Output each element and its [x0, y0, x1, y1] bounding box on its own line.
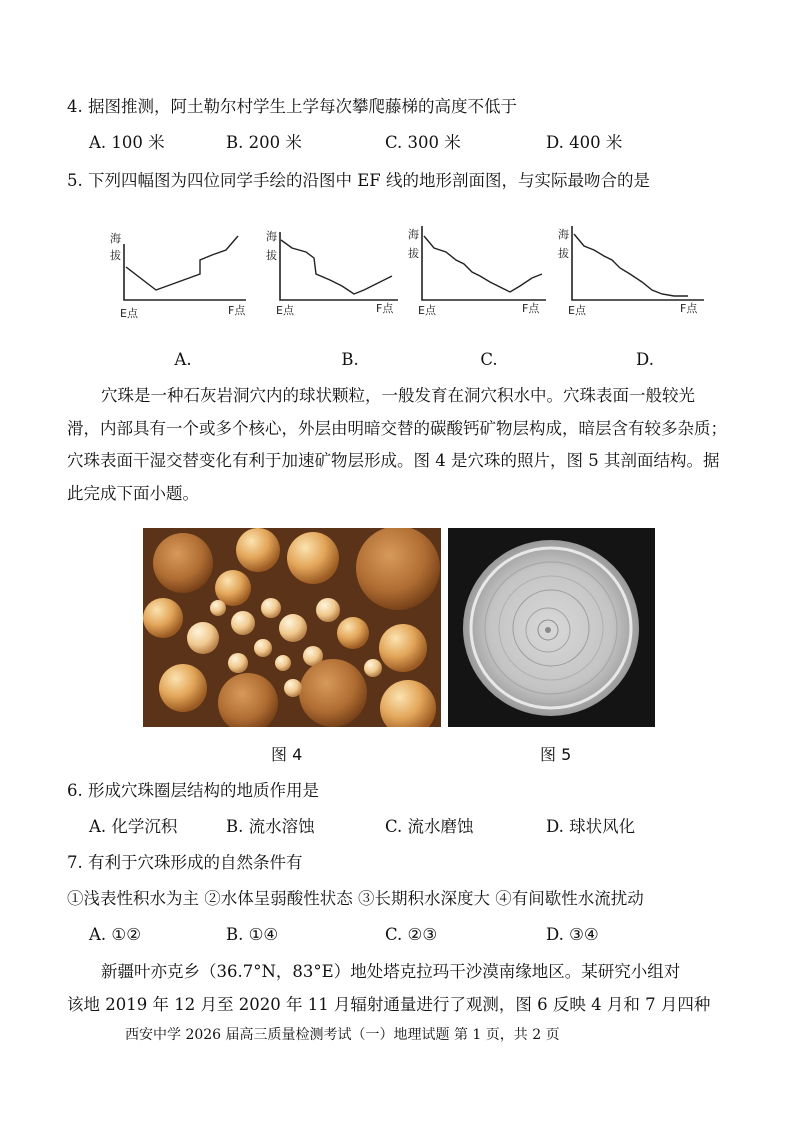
- figure-5-caption: 图 5: [540, 745, 572, 764]
- q7-conditions: ①浅表性积水为主 ②水体呈弱酸性状态 ③长期积水深度大 ④有间歇性水流扰动: [67, 889, 644, 908]
- passage2-line2: 该地 2019 年 12 月至 2020 年 11 月辐射通量进行了观测，图 6 反映 4 月和 7 月四种: [67, 995, 711, 1014]
- q7-option-a: A. ①②: [89, 925, 141, 944]
- chart-b-ylabel-top: 海: [266, 230, 277, 243]
- chart-b-axes: [280, 232, 398, 300]
- q4-stem: 4. 据图推测，阿土勒尔村学生上学每次攀爬藤梯的高度不低于: [67, 97, 517, 116]
- chart-b-x-start: E点: [276, 304, 294, 317]
- chart-c-ylabel-bottom: 拔: [408, 247, 419, 260]
- profile-chart-c: [406, 218, 546, 322]
- q7-option-b: B. ①④: [226, 925, 279, 944]
- passage-cave-pearls: 穴珠是一种石灰岩洞穴内的球状颗粒，一般发育在洞穴积水中。穴珠表面一般较光滑，内部具有一个或多个核心，外层由明暗交替的碳酸钙矿物层构成，暗层含有较多杂质；穴珠表面干湿交替变化有利于加速矿物层形成。图 4 是穴珠的照片，图 5 其剖面结构。据此完成下面小题。: [67, 386, 727, 503]
- q6-option-b: B. 流水溶蚀: [226, 817, 315, 836]
- profile-chart-d: [556, 218, 696, 322]
- chart-d-axes: [572, 226, 704, 300]
- q4-option-c: C. 300 米: [385, 133, 461, 152]
- figure-5-cross-section: [448, 528, 655, 727]
- chart-a-ylabel-bottom: 拔: [110, 249, 121, 262]
- q6-option-c: C. 流水磨蚀: [385, 817, 474, 836]
- q4-option-b: B. 200 米: [226, 133, 302, 152]
- q4-option-d: D. 400 米: [546, 133, 623, 152]
- profile-chart-b: [264, 218, 404, 322]
- profile-chart-a: [108, 218, 248, 322]
- chart-d-label: D.: [636, 350, 654, 369]
- passage2-line1: 新疆叶亦克乡（36.7°N，83°E）地处塔克拉玛干沙漠南缘地区。某研究小组对: [101, 962, 681, 981]
- q6-stem: 6. 形成穴珠圈层结构的地质作用是: [67, 781, 319, 800]
- chart-c-label: C.: [480, 350, 498, 369]
- figure-4-caption: 图 4: [271, 745, 303, 764]
- chart-c-x-end: F点: [522, 302, 540, 315]
- chart-a-x-end: F点: [228, 304, 246, 317]
- chart-c-x-start: E点: [418, 304, 436, 317]
- chart-d-ylabel-top: 海: [558, 228, 569, 241]
- q4-option-a: A. 100 米: [89, 133, 165, 152]
- chart-d-x-end: F点: [680, 302, 698, 315]
- q7-stem: 7. 有利于穴珠形成的自然条件有: [67, 853, 303, 872]
- chart-c-axes: [422, 226, 546, 300]
- chart-b-curve: [281, 240, 392, 294]
- q6-option-d: D. 球状风化: [546, 817, 636, 836]
- q6-option-a: A. 化学沉积: [89, 817, 178, 836]
- chart-a-axes: [124, 244, 246, 300]
- q7-option-d: D. ③④: [546, 925, 599, 944]
- chart-d-x-start: E点: [568, 304, 586, 317]
- chart-a-ylabel-top: 海: [110, 232, 121, 245]
- chart-a-curve: [126, 236, 238, 290]
- figure-4-photo: [143, 528, 441, 727]
- q5-stem: 5. 下列四幅图为四位同学手绘的沿图中 EF 线的地形剖面图，与实际最吻合的是: [67, 171, 650, 190]
- page-footer: 西安中学 2026 届高三质量检测考试（一）地理试题 第 1 页，共 2 页: [125, 1027, 560, 1043]
- chart-b-ylabel-bottom: 拔: [266, 249, 277, 262]
- q7-option-c: C. ②③: [385, 925, 438, 944]
- chart-d-ylabel-bottom: 拔: [558, 247, 569, 260]
- chart-c-ylabel-top: 海: [408, 228, 419, 241]
- chart-b-x-end: F点: [376, 302, 394, 315]
- chart-a-label: A.: [174, 350, 192, 369]
- chart-b-label: B.: [341, 350, 359, 369]
- chart-d-curve: [574, 234, 688, 296]
- chart-a-x-start: E点: [120, 307, 138, 320]
- chart-c-curve: [424, 236, 542, 292]
